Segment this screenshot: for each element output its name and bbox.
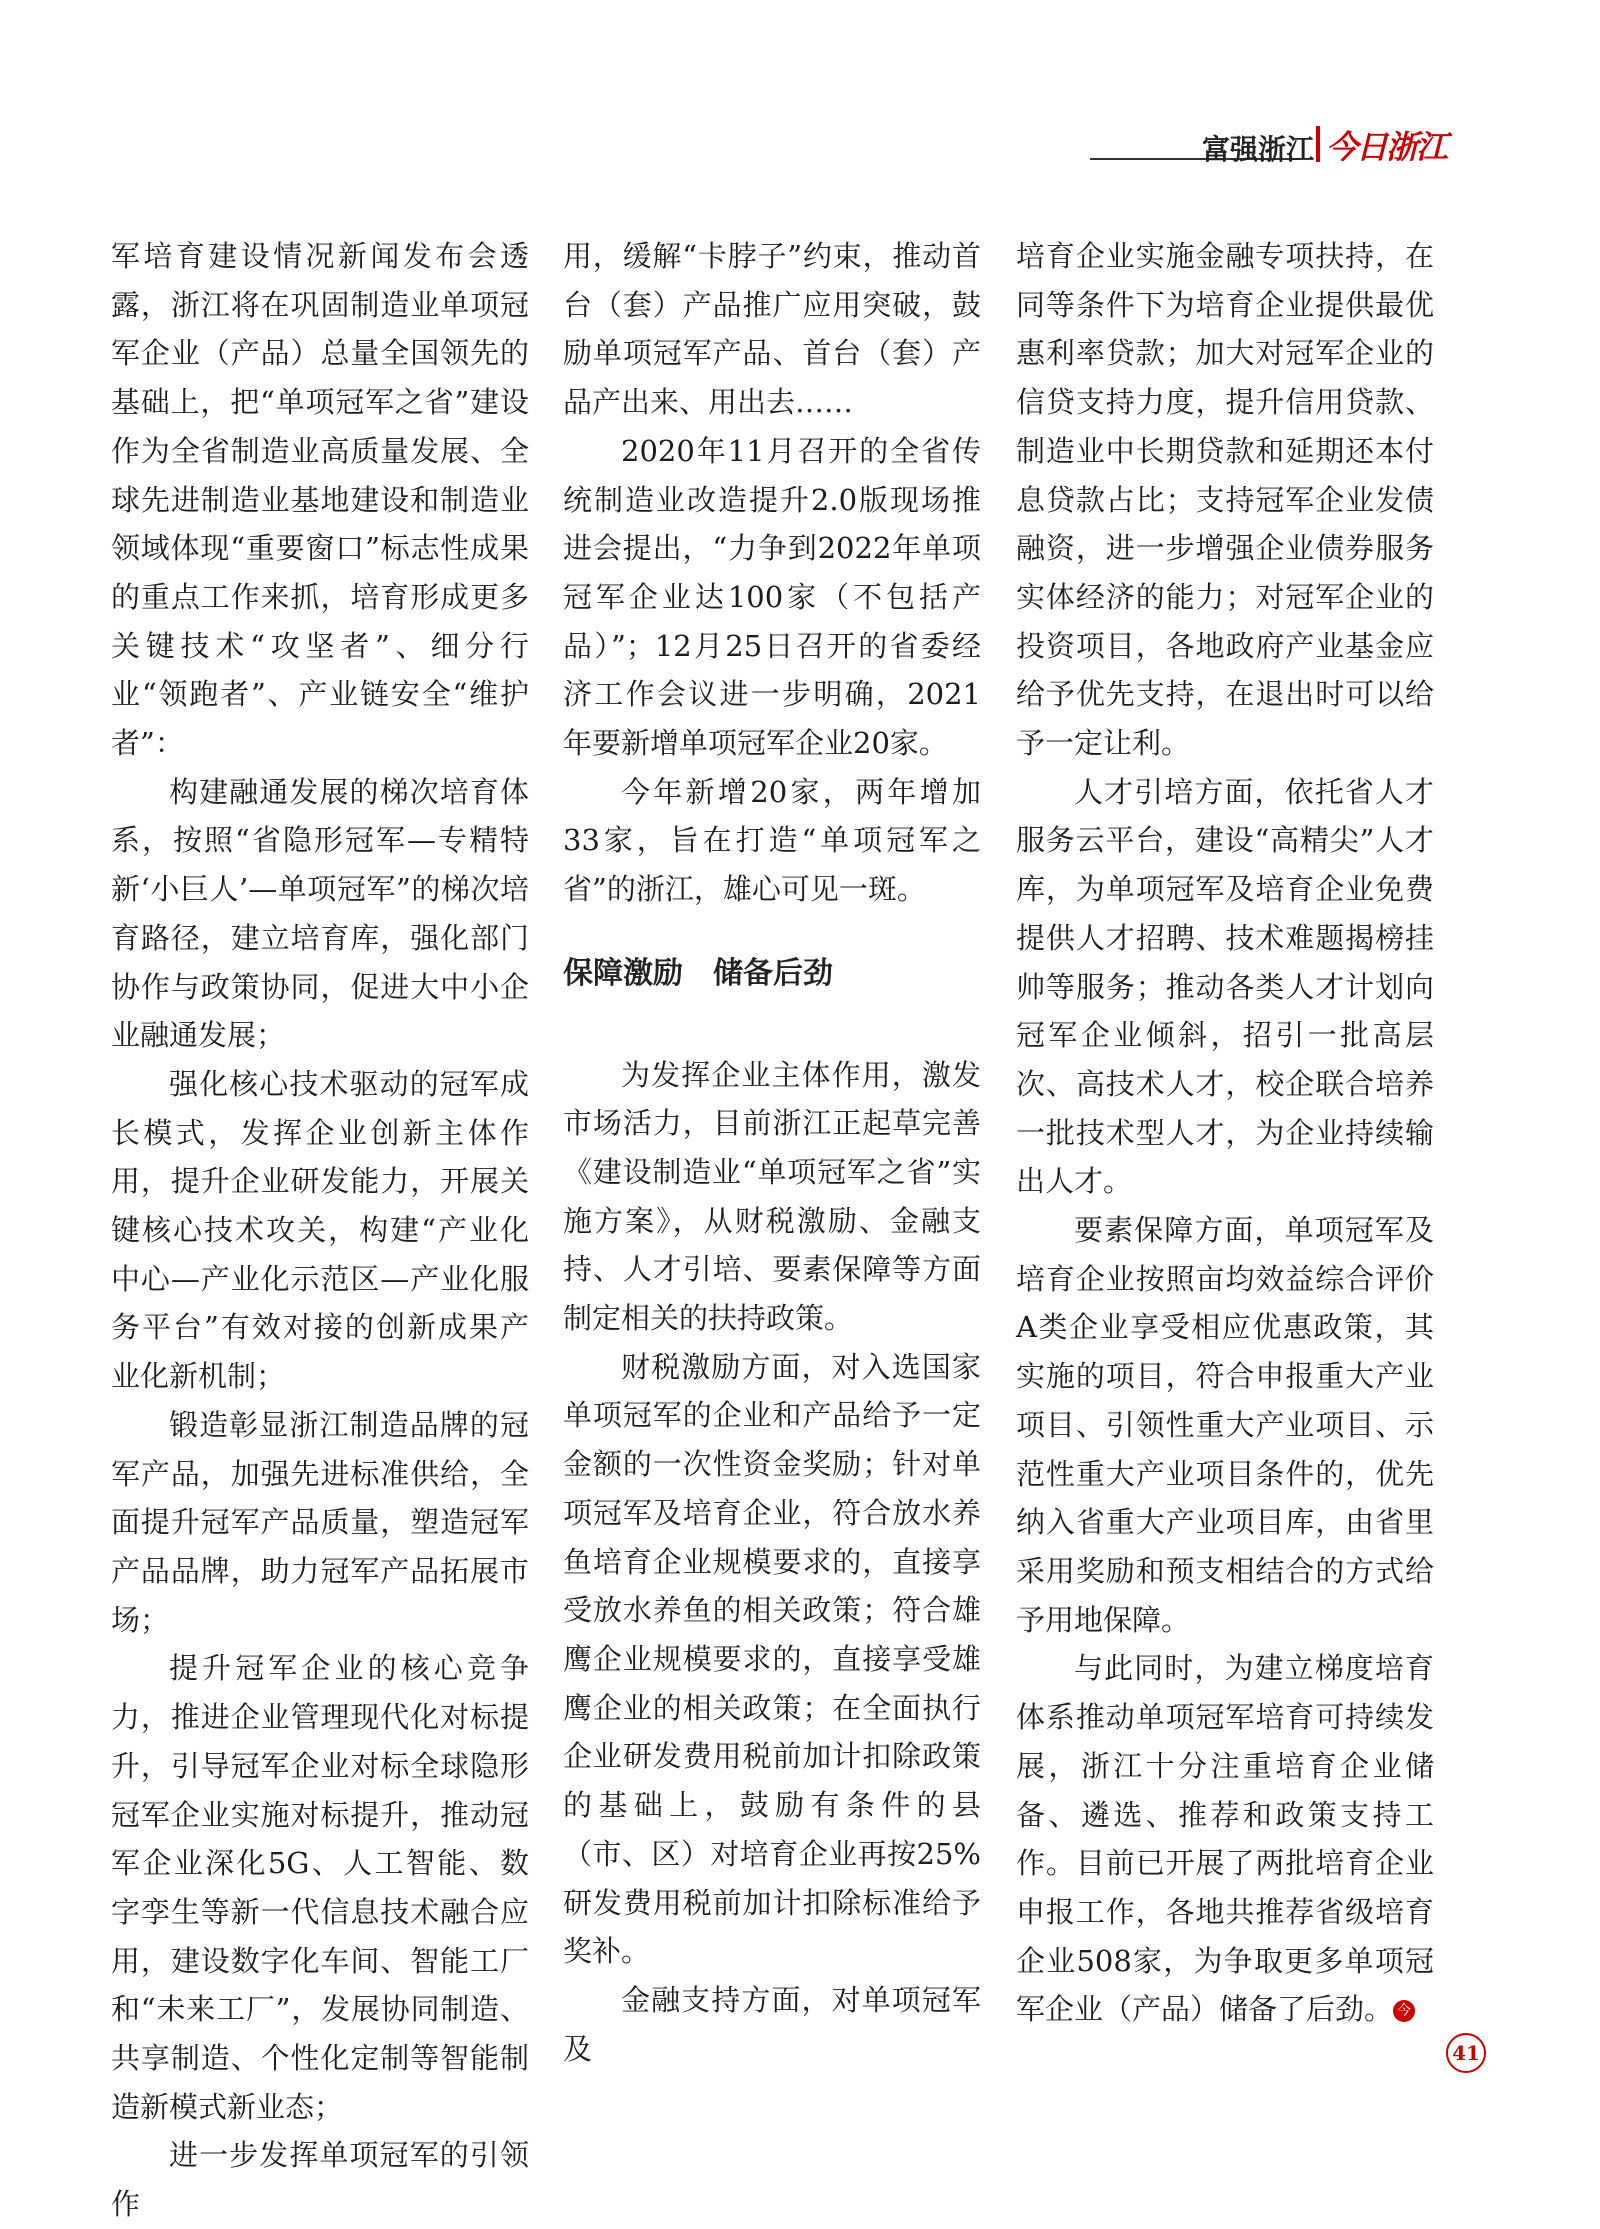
paragraph-text: 与此同时，为建立梯度培育体系推动单项冠军培育可持续发展，浙江十分注重培育企业储备、遴选、推荐和政策支持工作。目前已开展了两批培育企业申报工作，各地共推荐省级培育企业508家，为争取更多单项冠军企业（产品）储备了后劲。 <box>1016 1651 1434 2027</box>
paragraph: 构建融通发展的梯次培育体系，按照“省隐形冠军—专精特新‘小巨人’—单项冠军”的梯次培育路径，建立培育库，强化部门协作与政策协同，促进大中小企业融通发展； <box>111 774 529 1053</box>
end-mark-icon: 今 <box>1393 2000 1415 2022</box>
paragraph: 要素保障方面，单项冠军及培育企业按照亩均效益综合评价A类企业享受相应优惠政策，其实施的项目，符合申报重大产业项目、引领性重大产业项目、示范性重大产业项目条件的，优先纳入省重大产业项目库，由省里采用奖励和预支相结合的方式给予用地保障。 <box>1016 1213 1434 1637</box>
paragraph: 提升冠军企业的核心竞争力，推进企业管理现代化对标提升，引导冠军企业对标全球隐形冠军企业实施对标提升，推动冠军企业深化5G、人工智能、数字孪生等新一代信息技术融合应用，建设数字化车间、智能工厂和“未来工厂”，发展协同制造、共享制造、个性化定制等智能制造新模式新业态； <box>111 1651 529 2124</box>
paragraph: 培育企业实施金融专项扶持，在同等条件下为培育企业提供最优惠利率贷款；加大对冠军企业的信贷支持力度，提升信用贷款、制造业中长期贷款和延期还本付息贷款占比；支持冠军企业发债融资，进一步增强企业债券服务实体经济的能力；对冠军企业的投资项目，各地政府产业基金应给予优先支持，在退出时可以给予一定让利。 <box>1016 239 1434 761</box>
paragraph: 军培育建设情况新闻发布会透露，浙江将在巩固制造业单项冠军企业（产品）总量全国领先的基础上，把“单项冠军之省”建设作为全省制造业高质量发展、全球先进制造业基地建设和制造业领域体现“重要窗口”标志性成果的重点工作来抓，培育形成更多关键技术“攻坚者”、细分行业“领跑者”、产业链安全“维护者”： <box>111 239 529 761</box>
section-heading: 保障激励 储备后劲 <box>563 955 833 991</box>
paragraph: 人才引培方面，依托省人才服务云平台，建设“高精尖”人才库，为单项冠军及培育企业免费提供人才招聘、技术难题揭榜挂帅等服务；推动各类人才计划向冠军企业倾斜，招引一批高层次、高技术人才，校企联合培养一批技术型人才，为企业持续输出人才。 <box>1016 774 1434 1199</box>
column-1 <box>111 232 529 2229</box>
paragraph: 金融支持方面，对单项冠军及 <box>563 1982 981 2066</box>
paragraph: 用，缓解“卡脖子”约束，推动首台（套）产品推广应用突破，鼓励单项冠军产品、首台（套）产品产出来、用出去…… <box>563 239 981 420</box>
paragraph <box>1016 1644 1434 2034</box>
paragraph: 为发挥企业主体作用，激发市场活力，目前浙江正起草完善《建设制造业“单项冠军之省”实施方案》，从财税激励、金融支持、人才引培、要素保障等方面制定相关的扶持政策。 <box>563 1057 981 1336</box>
paragraph: 财税激励方面，对入选国家单项冠军的企业和产品给予一定金额的一次性资金奖励；针对单项冠军及培育企业，符合放水养鱼培育企业规模要求的，直接享受放水养鱼的相关政策；符合雄鹰企业规模要求的，直接享受雄鹰企业的相关政策；在全面执行企业研发费用税前加计扣除政策的基础上，鼓励有条件的县（市、区）对培育企业再按25%研发费用税前加计扣除标准给予奖补。 <box>563 1349 981 1969</box>
page-number: 41 <box>1446 2033 1486 2073</box>
paragraph: 进一步发挥单项冠军的引领作 <box>111 2138 529 2222</box>
section-title: 富强浙江 <box>1202 133 1315 166</box>
header-divider <box>1316 126 1320 162</box>
column-2 <box>563 232 981 2073</box>
magazine-logo: 今日浙江 <box>1326 128 1447 166</box>
paragraph: 锻造彰显浙江制造品牌的冠军产品，加强先进标准供给，全面提升冠军产品质量，塑造冠军产品品牌，助力冠军产品拓展市场； <box>111 1407 529 1637</box>
column-3 <box>1016 232 1434 2034</box>
page-header <box>1090 122 1470 166</box>
paragraph: 强化核心技术驱动的冠军成长模式，发挥企业创新主体作用，提升企业研发能力，开展关键核心技术攻关，构建“产业化中心—产业化示范区—产业化服务平台”有效对接的创新成果产业化新机制； <box>111 1066 529 1394</box>
paragraph: 今年新增20家，两年增加33家，旨在打造“单项冠军之省”的浙江，雄心可见一斑。 <box>563 774 981 907</box>
paragraph: 2020年11月召开的全省传统制造业改造提升2.0版现场推进会提出，“力争到2022年单项冠军企业达100家（不包括产品）”；12月25日召开的省委经济工作会议进一步明确，2021年要新增单项冠军企业20家。 <box>563 433 981 761</box>
